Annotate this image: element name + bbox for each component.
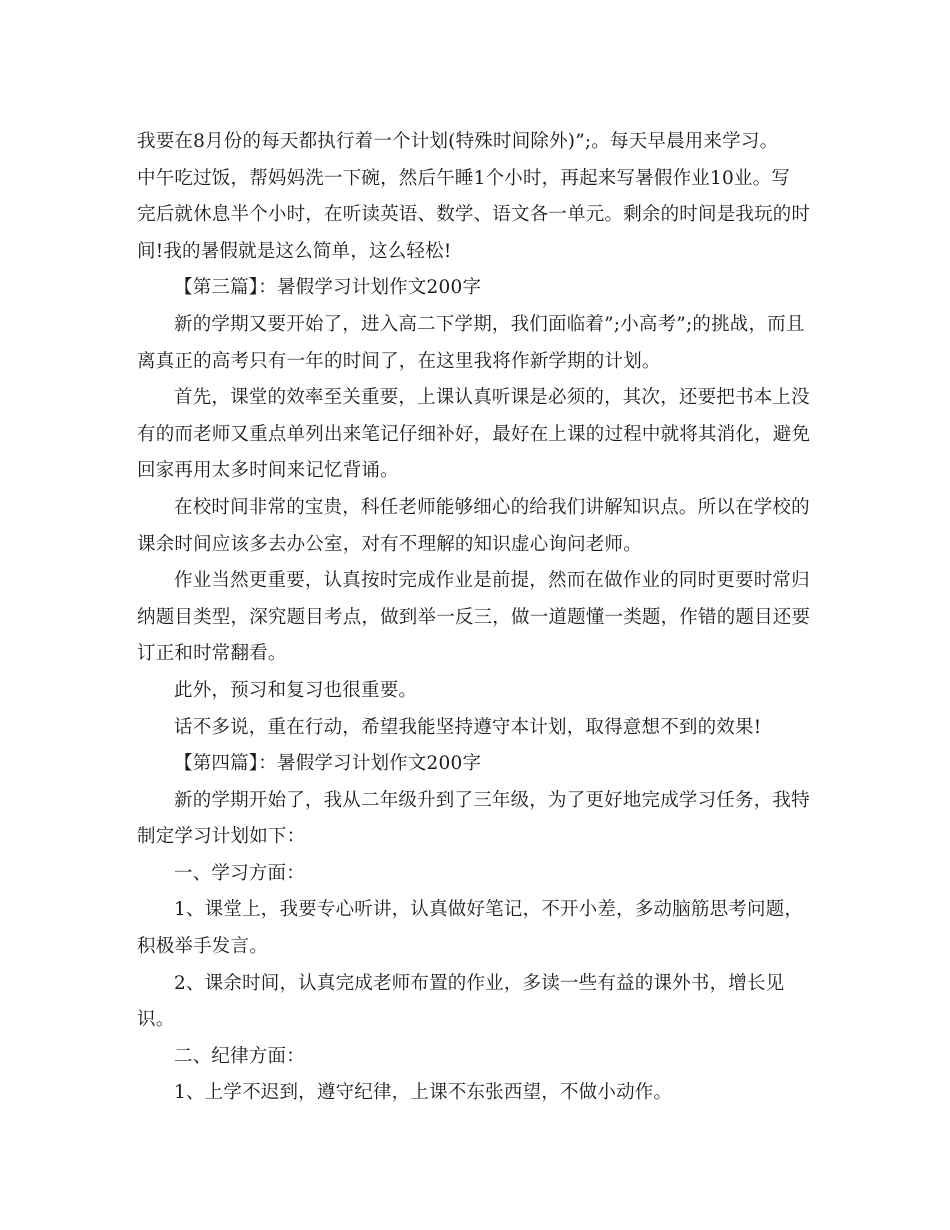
text-line: 识。 <box>137 1009 175 1031</box>
text-line: 话不多说，重在行动，希望我能坚持遵守本计划，取得意想不到的效果! <box>174 716 762 738</box>
text-line: 积极举手发言。 <box>137 936 268 958</box>
text-line: 1、上学不迟到，遵守纪律，上课不东张西望，不做小动作。 <box>174 1082 673 1104</box>
text-line: 此外，预习和复习也很重要。 <box>174 679 418 701</box>
text-line: 完后就休息半个小时，在听读英语、数学、语文各一单元。剩余的时间是我玩的时 <box>137 204 811 226</box>
text-line: 制定学习计划如下： <box>137 826 306 848</box>
text-line: 纳题目类型，深究题目考点，做到举一反三，做一道题懂一类题，作错的题目还要 <box>137 606 811 628</box>
text-line: 订正和时常翻看。 <box>137 643 287 665</box>
text-line: 课余时间应该多去办公室，对有不理解的知识虚心询问老师。 <box>137 533 642 555</box>
text-line: 离真正的高考只有一年的时间了，在这里我将作新学期的计划。 <box>137 350 661 372</box>
text-line: 2、课余时间，认真完成老师布置的作业，多读一些有益的课外书，增长见 <box>174 972 785 994</box>
text-line: 新的学期开始了，我从二年级升到了三年级，为了更好地完成学习任务，我特 <box>174 789 810 811</box>
document-body <box>137 124 817 1112</box>
text-line: 1、课堂上，我要专心听讲，认真做好笔记，不开小差，多动脑筋思考问题， <box>174 899 804 921</box>
text-line: 【第三篇】：暑假学习计划作文200字 <box>174 277 482 299</box>
text-line: 首先，课堂的效率至关重要，上课认真听课是必须的，其次，还要把书本上没 <box>174 387 810 409</box>
text-line: 一、学习方面： <box>174 862 305 884</box>
text-line: 有的而老师又重点单列出来笔记仔细补好，最好在上课的过程中就将其消化，避免 <box>137 423 811 445</box>
text-line: 新的学期又要开始了，进入高二下学期，我们面临着”;小高考”;的挑战，而且 <box>174 313 805 335</box>
text-line: 作业当然更重要，认真按时完成作业是前提，然而在做作业的同时更要时常归 <box>174 570 810 592</box>
text-line: 在校时间非常的宝贵，科任老师能够细心的给我们讲解知识点。所以在学校的 <box>174 496 810 518</box>
text-line: 间!我的暑假就是这么简单，这么轻松! <box>137 240 452 262</box>
text-line: 二、纪律方面： <box>174 1045 305 1067</box>
text-line: 我要在8月份的每天都执行着一个计划(特殊时间除外)”;。每天早晨用来学习。 <box>137 131 779 152</box>
text-line: 回家再用太多时间来记忆背诵。 <box>137 460 399 482</box>
text-line: 【第四篇】：暑假学习计划作文200字 <box>174 753 482 775</box>
text-line: 中午吃过饭，帮妈妈洗一下碗，然后午睡1个小时，再起来写暑假作业10业。写 <box>137 167 791 189</box>
